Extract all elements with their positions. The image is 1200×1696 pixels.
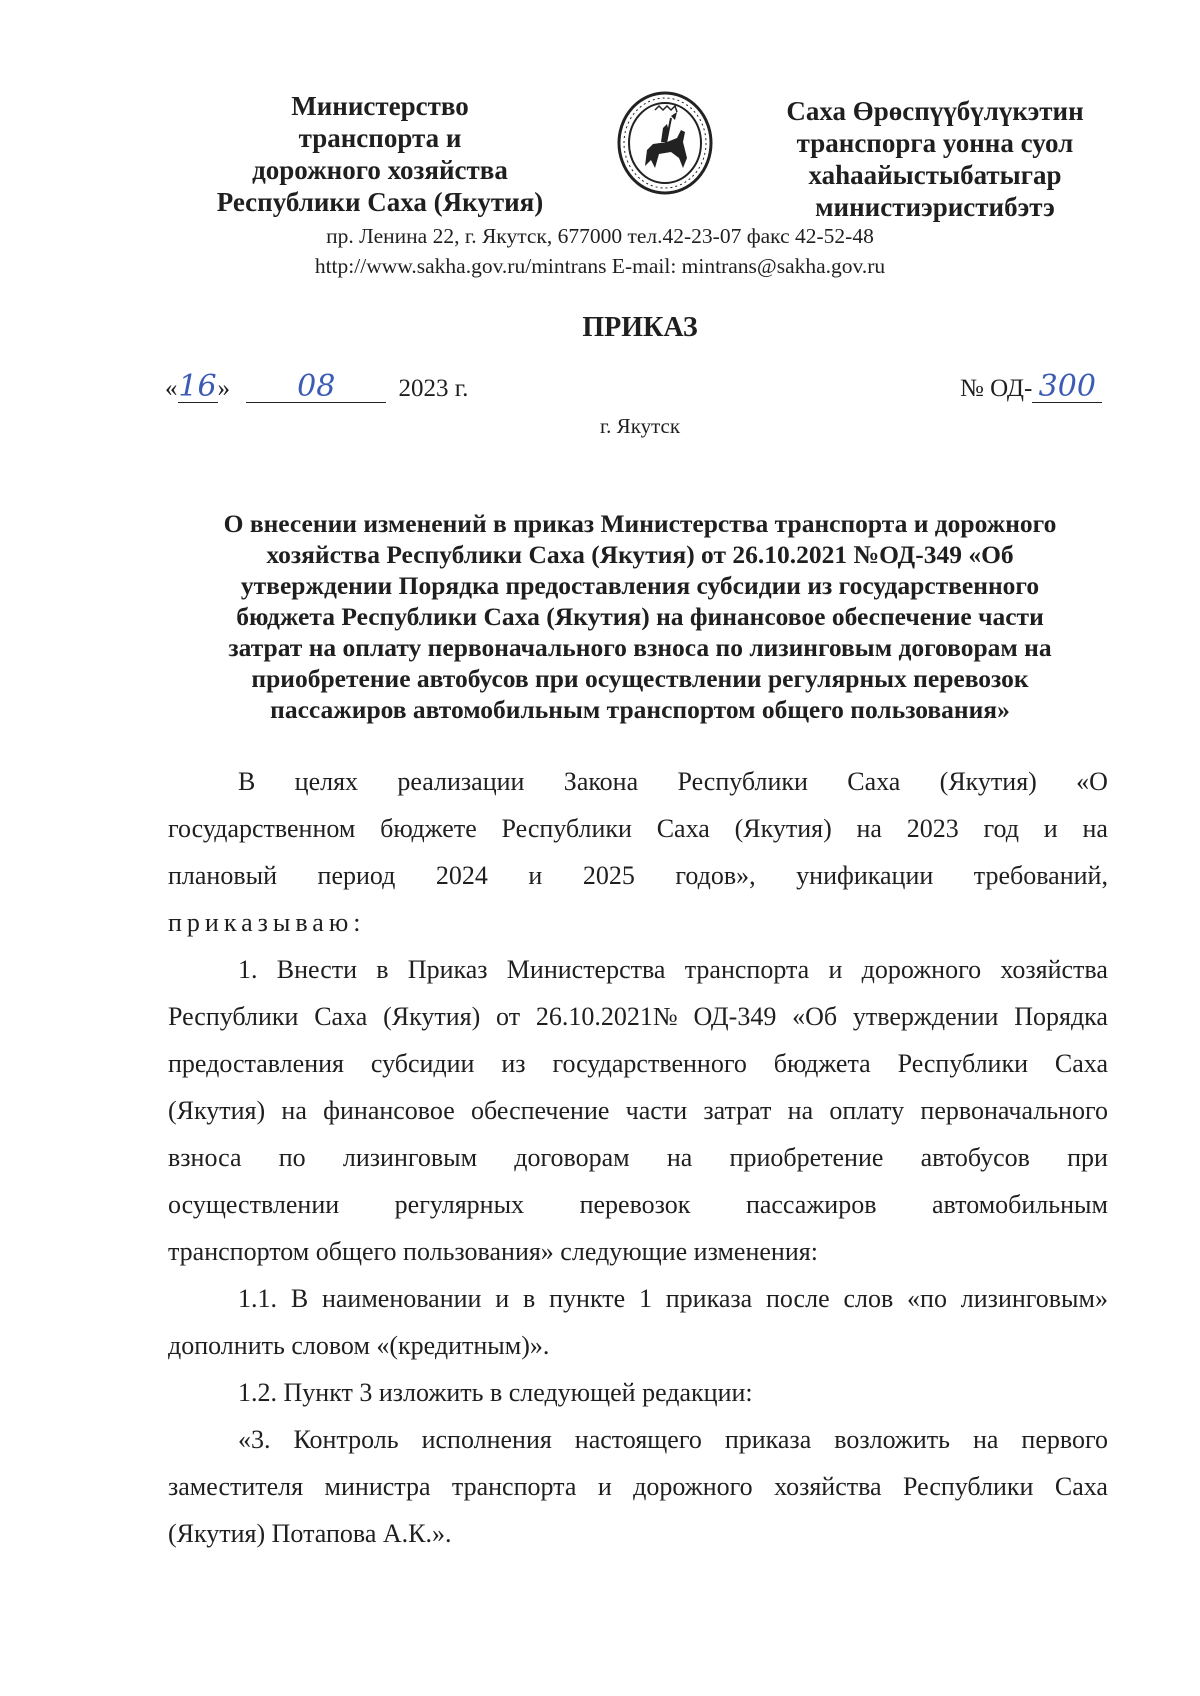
- body-word: В: [238, 767, 256, 796]
- body-line: [168, 1134, 1108, 1181]
- body-word: слов: [843, 1284, 894, 1313]
- body-word: регулярных: [394, 1190, 525, 1219]
- body-word: предоставления: [168, 1049, 344, 1078]
- ministry-name-sakha: [770, 95, 1100, 223]
- ministry-name-sakha-line: Саха Өрөспүүбүлүкэтин: [786, 96, 1084, 126]
- body-line: [168, 852, 1108, 899]
- body-word: оплату: [829, 1096, 905, 1125]
- body-word: приказа: [665, 1284, 753, 1313]
- body-word: (Якутия): [168, 1096, 266, 1125]
- body-word: лизинговым»: [960, 1284, 1108, 1313]
- body-line: [168, 1040, 1108, 1087]
- body-word: по: [278, 1143, 306, 1172]
- date-close-quote: »: [217, 375, 230, 402]
- body-word: финансовое: [323, 1096, 455, 1125]
- body-word: 2025: [582, 861, 635, 890]
- body-word: субсидии: [370, 1049, 475, 1078]
- body-word: Саха: [314, 1002, 368, 1031]
- subject-line: приобретение автобусов при осуществлении регулярных перевозок: [251, 664, 1029, 693]
- date-day: 16: [178, 369, 217, 404]
- body-word: Республики: [677, 767, 808, 796]
- body-word: осуществлении: [168, 1190, 340, 1219]
- body-word: транспорта: [684, 955, 810, 984]
- body-word: Саха: [847, 767, 901, 796]
- body-word: ОД-349: [693, 1002, 777, 1031]
- body-word: государственном: [168, 814, 356, 843]
- body-line: [168, 1275, 1108, 1322]
- body-word: 1.1.: [238, 1284, 277, 1313]
- body-line: приказываю:: [168, 908, 366, 937]
- order-date: [165, 369, 469, 404]
- body-word: годов»,: [675, 861, 756, 890]
- body-word: (Якутия): [939, 767, 1037, 796]
- body-word: (Якутия): [383, 1002, 481, 1031]
- body-word: пункте: [549, 1284, 626, 1313]
- body-line: [168, 1181, 1108, 1228]
- body-word: В: [290, 1284, 309, 1313]
- body-word: на: [666, 1143, 693, 1172]
- body-word: бюджете: [380, 814, 477, 843]
- body-word: утверждении: [852, 1002, 999, 1031]
- body-word: пассажиров: [745, 1190, 877, 1219]
- body-word: Республики: [501, 814, 632, 843]
- body-word: из: [501, 1049, 526, 1078]
- body-word: транспорта: [451, 1472, 577, 1501]
- body-word: при: [1067, 1143, 1108, 1172]
- ministry-name-ru: [200, 90, 560, 218]
- body-word: первоначального: [920, 1096, 1108, 1125]
- body-word: 26.10.2021№: [535, 1002, 678, 1031]
- body-word: перевозок: [579, 1190, 691, 1219]
- body-word: приобретение: [729, 1143, 884, 1172]
- body-word: взноса: [168, 1143, 242, 1172]
- body-word: государственного: [552, 1049, 747, 1078]
- body-line: [168, 1416, 1108, 1463]
- body-word: возложить: [834, 1425, 951, 1454]
- body-word: период: [317, 861, 396, 890]
- ministry-name-ru-line: Министерство: [291, 91, 469, 121]
- body-word: приказа: [724, 1425, 812, 1454]
- body-word: и: [495, 1284, 510, 1313]
- ministry-name-ru-line: дорожного хозяйства: [252, 155, 508, 185]
- body-word: и: [597, 1472, 612, 1501]
- body-word: части: [625, 1096, 688, 1125]
- body-word: Порядка: [1014, 1002, 1108, 1031]
- body-word: плановый: [168, 861, 278, 890]
- body-word: хозяйства: [1000, 955, 1108, 984]
- web-email-line: http://www.sakha.gov.ru/mintrans E-mail: mintrans@sakha.gov.ru: [314, 254, 886, 278]
- ministry-name-sakha-line: транспорга уонна суол: [796, 128, 1074, 158]
- body-word: «по: [907, 1284, 947, 1313]
- subject-line: хозяйства Республики Саха (Якутия) от 26.10.2021 №ОД-349 «Об: [266, 540, 1014, 569]
- ministry-name-ru-line: транспорта и: [298, 123, 462, 153]
- body-word: на: [1082, 814, 1108, 843]
- body-word: год: [983, 814, 1020, 843]
- body-word: «3.: [238, 1425, 271, 1454]
- body-word: Приказ: [407, 955, 488, 984]
- body-word: в: [523, 1284, 536, 1313]
- order-number-prefix: № ОД-: [960, 375, 1033, 402]
- body-word: настоящего: [574, 1425, 702, 1454]
- body-word: 2024: [435, 861, 488, 890]
- body-line: [168, 946, 1108, 993]
- body-word: на: [972, 1425, 999, 1454]
- body-word: автобусов: [920, 1143, 1030, 1172]
- body-word: наименовании: [321, 1284, 482, 1313]
- body-line: [168, 805, 1108, 852]
- body-word: автомобильным: [932, 1190, 1108, 1219]
- body-word: Саха: [1054, 1049, 1108, 1078]
- address-line: пр. Ленина 22, г. Якутск, 677000 тел.42-23-07 факс 42-52-48: [326, 224, 874, 248]
- body-word: Саха: [656, 814, 710, 843]
- subject-line: О внесении изменений в приказ Министерства транспорта и дорожного: [223, 509, 1057, 538]
- body-word: Республики: [168, 1002, 299, 1031]
- order-number-value: 300: [1032, 372, 1102, 403]
- body-word: министра: [324, 1472, 431, 1501]
- body-word: обеспечение: [471, 1096, 610, 1125]
- body-word: Внести: [276, 955, 358, 984]
- body-line: [168, 758, 1108, 805]
- body-word: 1.: [238, 955, 258, 984]
- body-word: первого: [1021, 1425, 1108, 1454]
- body-word: на: [281, 1096, 307, 1125]
- body-line: (Якутия) Потапова А.К.».: [168, 1519, 452, 1548]
- body-word: «Об: [792, 1002, 838, 1031]
- subject-line: бюджета Республики Саха (Якутия) на финансовое обеспечение части: [236, 602, 1044, 631]
- subject-line: пассажиров автомобильным транспортом общего пользования»: [270, 695, 1010, 724]
- body-word: (Якутия): [734, 814, 832, 843]
- body-word: и: [828, 955, 843, 984]
- body-word: Министерства: [506, 955, 666, 984]
- body-line: дополнить словом «(кредитным)».: [168, 1331, 550, 1360]
- body-word: требований,: [973, 861, 1108, 890]
- body-word: заместителя: [168, 1472, 304, 1501]
- body-word: дорожного: [861, 955, 982, 984]
- body-word: Саха: [1054, 1472, 1108, 1501]
- body-word: и: [1043, 814, 1058, 843]
- ministry-name-sakha-line: министиэристибэтэ: [815, 192, 1055, 222]
- body-line: [168, 993, 1108, 1040]
- body-word: договорам: [514, 1143, 630, 1172]
- body-word: унификации: [796, 861, 934, 890]
- order-subject: [165, 508, 1115, 725]
- date-open-quote: «: [165, 375, 178, 402]
- document-title: ПРИКАЗ: [582, 312, 698, 343]
- body-word: реализации: [397, 767, 525, 796]
- body-word: и: [528, 861, 543, 890]
- ministry-name-sakha-line: хаһаайыстыбатыгар: [808, 160, 1062, 190]
- body-word: на: [787, 1096, 814, 1125]
- sakha-coat-of-arms-icon: [615, 88, 715, 198]
- body-word: от: [496, 1002, 521, 1031]
- body-word: в: [376, 955, 389, 984]
- body-line: [168, 1087, 1108, 1134]
- body-word: 2023: [906, 814, 959, 843]
- order-body: [168, 758, 1108, 1557]
- date-year: 2023 г.: [398, 375, 469, 402]
- body-line: транспортом общего пользования» следующие изменения:: [168, 1237, 818, 1266]
- body-word: Контроль: [293, 1425, 399, 1454]
- ministry-name-ru-line: Республики Саха (Якутия): [216, 187, 544, 217]
- body-word: затрат: [703, 1096, 772, 1125]
- date-month: 08: [246, 372, 386, 403]
- order-number: [960, 369, 1102, 404]
- body-line: [168, 1463, 1108, 1510]
- body-word: Закона: [563, 767, 639, 796]
- body-word: исполнения: [421, 1425, 552, 1454]
- subject-line: утверждении Порядка предоставления субсидии из государственного: [240, 571, 1040, 600]
- body-word: дорожного: [633, 1472, 753, 1501]
- body-word: бюджета: [773, 1049, 871, 1078]
- body-word: Республики: [903, 1472, 1034, 1501]
- body-word: целях: [294, 767, 359, 796]
- body-word: «О: [1076, 767, 1108, 796]
- body-line: 1.2. Пункт 3 изложить в следующей редакции:: [238, 1378, 753, 1407]
- body-word: на: [856, 814, 882, 843]
- subject-line: затрат на оплату первоначального взноса по лизинговым договорам на: [228, 633, 1052, 662]
- body-word: после: [766, 1284, 830, 1313]
- city-name: г. Якутск: [599, 414, 681, 438]
- body-word: Республики: [897, 1049, 1029, 1078]
- body-word: 1: [638, 1284, 652, 1313]
- body-word: лизинговым: [342, 1143, 478, 1172]
- body-word: хозяйства: [774, 1472, 882, 1501]
